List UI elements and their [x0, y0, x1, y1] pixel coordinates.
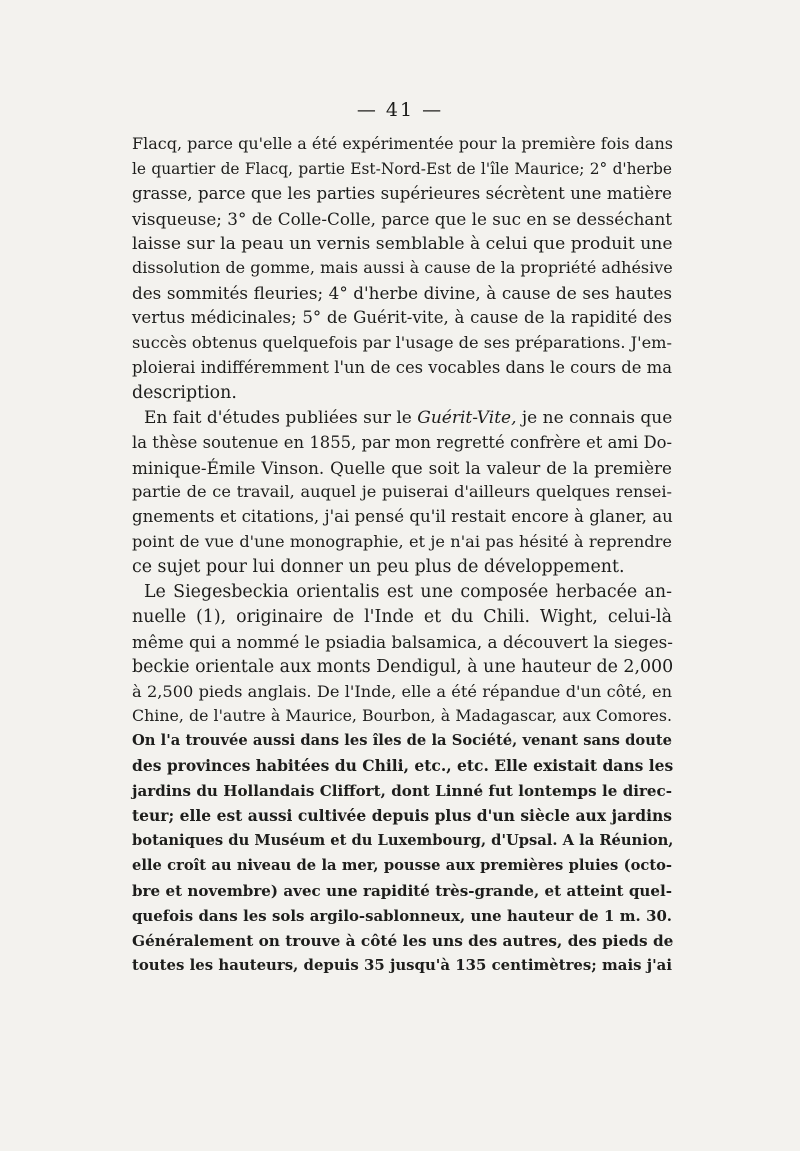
text-line: [132, 406, 672, 431]
text-line: beckie orientale aux monts Dendigul, à une hauteur de 2,000: [132, 656, 674, 677]
text-line: point de vue d'une monographie, et je n'ai pas hésité à reprendre: [132, 532, 672, 552]
text-line: toutes les hauteurs, depuis 35 jusqu'à 135 centimètres; mais j'ai: [132, 956, 672, 975]
text-line: nuelle (1), originaire de l'Inde et du Chili. Wight, celui-là: [132, 606, 672, 627]
text-line: le quartier de Flacq, partie Est-Nord-Est de l'île Maurice; 2° d'herbe: [132, 159, 672, 178]
paragraph: [132, 132, 672, 406]
text-line: minique-Émile Vinson. Quelle que soit la valeur de la première: [132, 457, 672, 478]
text-line: vertus médicinales; 5° de Guérit-vite, à cause de la rapidité des: [132, 308, 672, 328]
text-line: teur; elle est aussi cultivée depuis plus d'un siècle aux jardins: [132, 806, 672, 826]
text-line: ploierai indifféremment l'un de ces vocables dans le cours de ma: [132, 358, 672, 378]
page-number: — 41 —: [356, 99, 444, 121]
text-line: à 2,500 pieds anglais. De l'Inde, elle a été répandue d'un côté, en: [132, 681, 672, 701]
paragraph: [132, 406, 672, 580]
text-line: jardins du Hollandais Cliffort, dont Linné fut lontemps le direc-: [132, 782, 672, 801]
text-line: gnements et citations, j'ai pensé qu'il restait encore à glaner, au: [132, 507, 673, 527]
text-line: bre et novembre) avec une rapidité très-grande, et atteint quel-: [132, 881, 672, 900]
text-line: ce sujet pour lui donner un peu plus de développement.: [132, 557, 625, 578]
text-line: Généralement on trouve à côté les uns des autres, des pieds de: [132, 931, 674, 950]
text-line: partie de ce travail, auquel je puiserai d'ailleurs quelques rensei-: [132, 482, 672, 502]
text-line: elle croît au niveau de la mer, pousse aux premières pluies (octo-: [132, 856, 672, 874]
italic-title: Guérit-Vite,: [417, 407, 517, 428]
text-line: la thèse soutenue en 1855, par mon regretté confrère et ami Do-: [132, 432, 672, 452]
text-line: On l'a trouvée aussi dans les îles de la Société, venant sans doute: [132, 732, 672, 750]
text-line: visqueuse; 3° de Colle-Colle, parce que le suc en se desséchant: [132, 208, 672, 229]
text-segment: En fait d'études publiées sur le: [144, 407, 418, 428]
text-line: Le Siegesbeckia orientalis est une composée herbacée an-: [144, 582, 672, 603]
text-line: laisse sur la peau un vernis semblable à celui que produit une: [132, 233, 673, 254]
text-line: Flacq, parce qu'elle a été expérimentée pour la première fois dans: [132, 134, 673, 153]
text-line: succès obtenus quelquefois par l'usage de ses préparations. J'em-: [132, 333, 672, 353]
text-line: description.: [132, 382, 237, 403]
text-line: des sommités fleuries; 4° d'herbe divine, à cause de ses hautes: [132, 283, 672, 304]
text-line: quefois dans les sols argilo-sablonneux, une hauteur de 1 m. 30.: [132, 906, 672, 925]
text-line: grasse, parce que les parties supérieures sécrètent une matière: [132, 183, 672, 203]
text-line: des provinces habitées du Chili, etc., etc. Elle existait dans les: [132, 756, 674, 776]
text-segment: je ne connais que: [516, 407, 673, 428]
paragraph: [132, 580, 672, 978]
text-line: même qui a nommé le psiadia balsamica, a découvert la sieges-: [132, 631, 673, 652]
text-line: botaniques du Muséum et du Luxembourg, d'Upsal. A la Réunion,: [132, 831, 674, 849]
body-text: [132, 132, 672, 978]
text-line: Chine, de l'autre à Maurice, Bourbon, à Madagascar, aux Comores.: [132, 706, 672, 726]
text-line: dissolution de gomme, mais aussi à cause de la propriété adhésive: [132, 258, 673, 278]
